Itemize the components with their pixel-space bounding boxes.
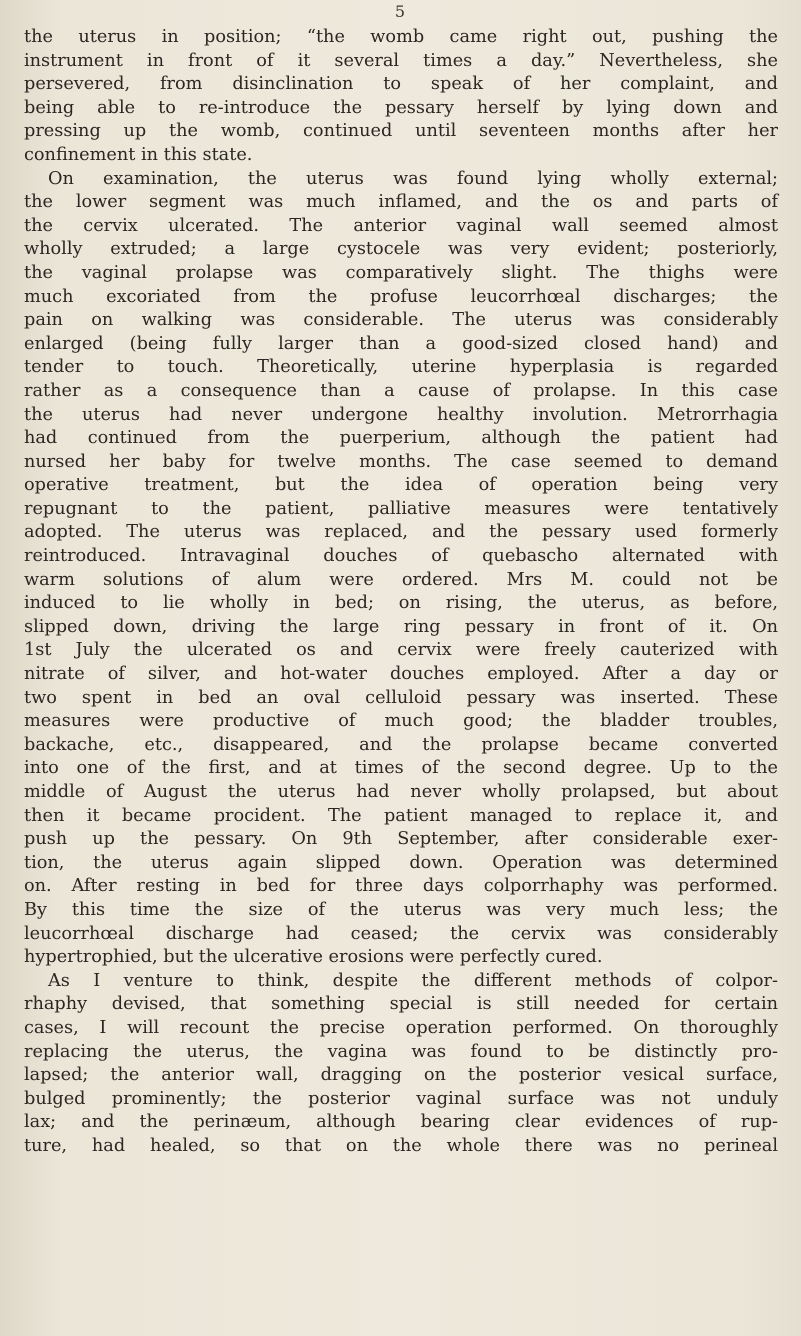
text-line: reintroduced. Intravaginal douches of quebascho alternated with — [24, 546, 778, 567]
text-line: persevered, from disinclination to speak of her complaint, and — [24, 74, 778, 95]
text-line: enlarged (being fully larger than a good-sized closed hand) and — [24, 333, 778, 354]
text-line: warm solutions of alum were ordered. Mrs M. could not be — [24, 569, 778, 590]
page-number: 5 — [394, 2, 407, 21]
text-line: push up the pessary. On 9th September, after considerable exer- — [24, 829, 778, 850]
body-text — [24, 26, 778, 1159]
text-line: lapsed; the anterior wall, dragging on the posterior vesical surface, — [24, 1065, 778, 1086]
text-line: rhaphy devised, that something special is still needed for certain — [24, 994, 778, 1015]
text-line: the lower segment was much inflamed, and the os and parts of — [24, 192, 778, 213]
text-line: 1st July the ulcerated os and cervix were freely cauterized with — [24, 640, 778, 661]
text-line: being able to re-introduce the pessary herself by lying down and — [24, 97, 778, 118]
text-line: pain on walking was considerable. The uterus was considerably — [24, 310, 778, 331]
text-line: measures were productive of much good; the bladder troubles, — [24, 711, 778, 732]
text-line: cases, I will recount the precise operation performed. On thoroughly — [24, 1017, 778, 1038]
text-line: induced to lie wholly in bed; on rising, the uterus, as before, — [24, 593, 778, 614]
text-line: confinement in this state. — [24, 144, 253, 165]
text-line: on. After resting in bed for three days colporrhaphy was performed. — [24, 876, 778, 897]
text-line: On examination, the uterus was found lying wholly external; — [48, 168, 778, 189]
text-line: middle of August the uterus had never wholly prolapsed, but about — [24, 782, 778, 802]
text-line: the cervix ulcerated. The anterior vaginal wall seemed almost — [24, 215, 778, 236]
text-line: the uterus in position; “the womb came right out, pushing the — [24, 27, 778, 47]
text-line: lax; and the perinæum, although bearing clear evidences of rup- — [24, 1112, 778, 1133]
text-line: operative treatment, but the idea of operation being very — [24, 475, 778, 496]
text-line: nursed her baby for twelve months. The case seemed to demand — [24, 451, 778, 472]
text-line: two spent in bed an oval celluloid pessary was inserted. These — [24, 687, 778, 708]
text-line: the vaginal prolapse was comparatively slight. The thighs were — [24, 262, 778, 283]
text-line: repugnant to the patient, palliative measures were tentatively — [24, 498, 778, 519]
text-line: instrument in front of it several times a day.” Nevertheless, she — [24, 50, 778, 71]
text-line: adopted. The uterus was replaced, and the pessary used formerly — [24, 522, 778, 543]
text-line: slipped down, driving the large ring pessary in front of it. On — [24, 616, 778, 637]
text-line: wholly extruded; a large cystocele was very evident; posteriorly, — [24, 239, 778, 260]
text-line: As I venture to think, despite the different methods of colpor- — [48, 970, 778, 991]
text-line: tion, the uterus again slipped down. Operation was determined — [24, 852, 778, 873]
text-line: nitrate of silver, and hot-water douches employed. After a day or — [24, 664, 778, 685]
text-line: leucorrhœal discharge had ceased; the cervix was considerably — [24, 923, 778, 944]
text-line: hypertrophied, but the ulcerative erosions were perfectly cured. — [24, 947, 603, 968]
text-line: the uterus had never undergone healthy involution. Metrorrhagia — [24, 404, 778, 425]
text-line: backache, etc., disappeared, and the prolapse became converted — [24, 734, 778, 755]
text-line: replacing the uterus, the vagina was found to be distinctly pro- — [24, 1041, 778, 1062]
text-line: rather as a consequence than a cause of prolapse. In this case — [24, 380, 778, 401]
text-line: bulged prominently; the posterior vaginal surface was not unduly — [24, 1088, 778, 1109]
text-line: ture, had healed, so that on the whole there was no perineal — [24, 1135, 778, 1156]
text-line: much excoriated from the profuse leucorrhœal discharges; the — [24, 286, 778, 307]
text-line: By this time the size of the uterus was very much less; the — [24, 899, 778, 920]
text-line: tender to touch. Theoretically, uterine hyperplasia is regarded — [24, 357, 778, 378]
text-line: pressing up the womb, continued until seventeen months after her — [24, 121, 778, 142]
text-line: into one of the first, and at times of the second degree. Up to the — [24, 758, 778, 779]
text-line: then it became procident. The patient managed to replace it, and — [24, 805, 778, 826]
text-line: had continued from the puerperium, although the patient had — [24, 428, 778, 449]
